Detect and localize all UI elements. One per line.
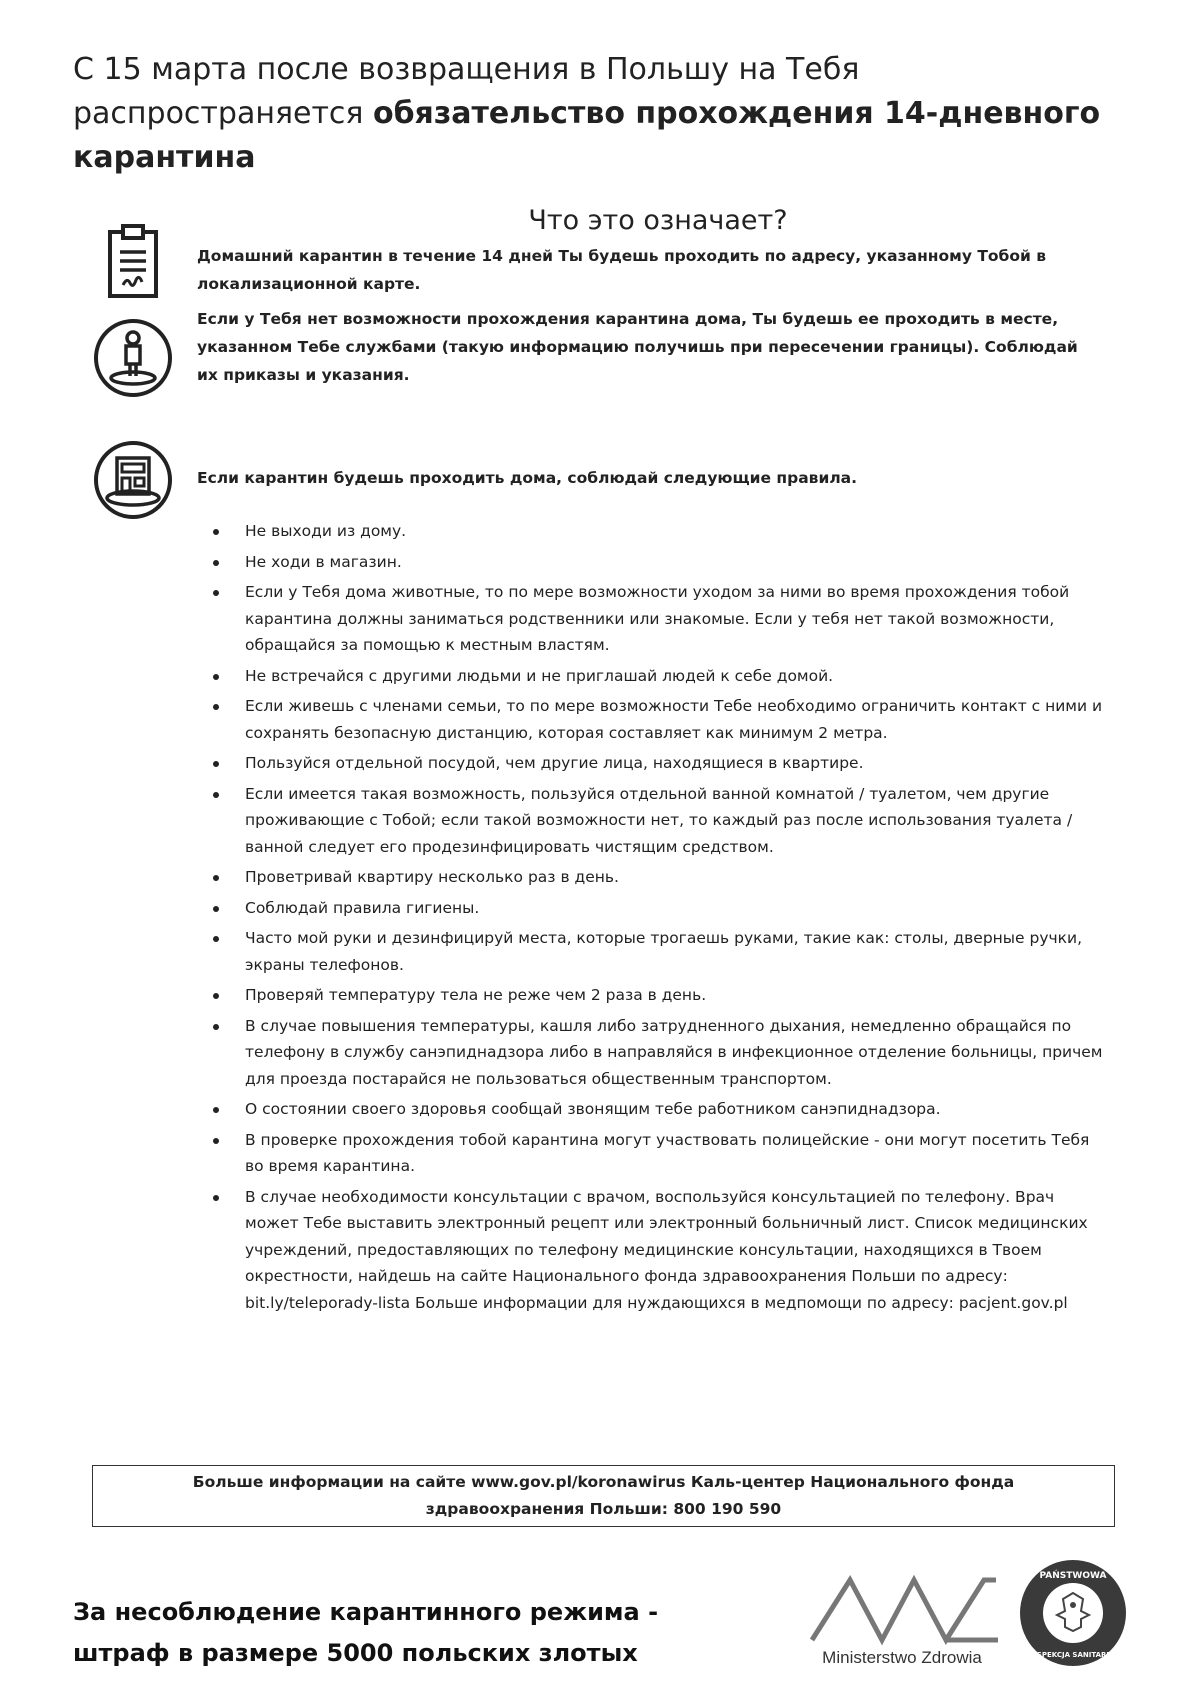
- info-text: Домашний карантин в течение 14 дней Ты будешь проходить по адресу, указанному Тобой в локализационной карте.: [197, 247, 1047, 293]
- home-quarantine-rules-list: [205, 518, 1105, 1320]
- list-item: В случае повышения температуры, кашля либо затрудненного дыхания, немедленно обращайся по телефону в службу санэпиднадзора либо в направляйся в инфекционное отделение больницы, причем для проезда постарайся не пользоваться общественным транспортом.: [205, 1013, 1105, 1093]
- contact-info-text: Больше информации на сайте www.gov.pl/koronawirus Каль-центер Национального фонда здравоохранения Польши: 800 190 590: [192, 1473, 1015, 1518]
- fine-notice: За несоблюдение карантинного режима - штраф в размере 5000 польских злотых: [73, 1598, 659, 1667]
- info-text: Если карантин будешь проходить дома, соблюдай следующие правила.: [197, 469, 858, 487]
- sanitary-inspection-seal-icon: [1018, 1558, 1128, 1668]
- list-item: В проверке прохождения тобой карантина могут участвовать полицейские - они могут посетить Тебя во время карантина.: [205, 1127, 1105, 1180]
- headline: [73, 48, 1133, 180]
- headline-bold: обязательство прохождения 14-дневного карантина: [73, 96, 1101, 175]
- contact-info-box: [92, 1465, 1115, 1527]
- list-item: Пользуйся отдельной посудой, чем другие лица, находящиеся в квартире.: [205, 750, 1105, 777]
- subheading: Что это означает?: [528, 205, 788, 236]
- list-item: Если имеется такая возможность, пользуйся отдельной ванной комнатой / туалетом, чем другие проживающие с Тобой; если такой возможности нет, то каждый раз после использования туалета /ванной следует его продезинфицировать чистящим средством.: [205, 781, 1105, 861]
- list-item: Соблюдай правила гигиены.: [205, 895, 1105, 922]
- list-item: Не встречайся с другими людьми и не приглашай людей к себе домой.: [205, 663, 1105, 690]
- clipboard-icon: [93, 222, 173, 302]
- svg-text:INSPEKCJA SANITARNA: INSPEKCJA SANITARNA: [1028, 1651, 1118, 1659]
- list-item: Проверяй температуру тела не реже чем 2 раза в день.: [205, 982, 1105, 1009]
- list-item: Часто мой руки и дезинфицируй места, которые трогаешь руками, такие как: столы, дверные ручки, экраны телефонов.: [205, 925, 1105, 978]
- house-icon: [93, 440, 173, 520]
- svg-text:PAŃSTWOWA: PAŃSTWOWA: [1039, 1571, 1107, 1581]
- headline-regular: С 15 марта после возвращения в Польшу на Тебя распространяется: [73, 52, 860, 131]
- list-item: Не ходи в магазин.: [205, 549, 1105, 576]
- list-item: О состоянии своего здоровья сообщай звонящим тебе работником санэпиднадзора.: [205, 1096, 1105, 1123]
- person-in-place-icon: [93, 318, 173, 398]
- ministry-name: Ministerstwo Zdrowia: [822, 1648, 982, 1667]
- list-item: Если живешь с членами семьи, то по мере возможности Тебе необходимо ограничить контакт с ними и сохранять безопасную дистанцию, которая составляет как минимум 2 метра.: [205, 693, 1105, 746]
- list-item: Если у Тебя дома животные, то по мере возможности уходом за ними во время прохождения тобой карантина должны заниматься родственники или знакомые. Если у тебя нет такой возможности, обращайся за помощью к местным властям.: [205, 579, 1105, 659]
- list-item: Проветривай квартиру несколько раз в день.: [205, 864, 1105, 891]
- list-item: Не выходи из дому.: [205, 518, 1105, 545]
- info-text: Если у Тебя нет возможности прохождения карантина дома, Ты будешь ее проходить в месте, указанном Тебе службами (такую информацию получишь при пересечении границы). Соблюдай их приказы и указания.: [197, 310, 1078, 384]
- list-item: В случае необходимости консультации с врачом, воспользуйся консультацией по телефону. Врач может Тебе выставить электронный рецепт или электронный больничный лист. Список медицинских учреждений, предоставляющих по телефону медицинские консультации, находящихся в Твоем окрестности, найдешь на сайте Национального фонда здравоохранения Польши по адресу: bit.ly/teleporady-lista Больше информации для нуждающихся в медпомощи по адресу: pacjent.gov.pl: [205, 1184, 1105, 1317]
